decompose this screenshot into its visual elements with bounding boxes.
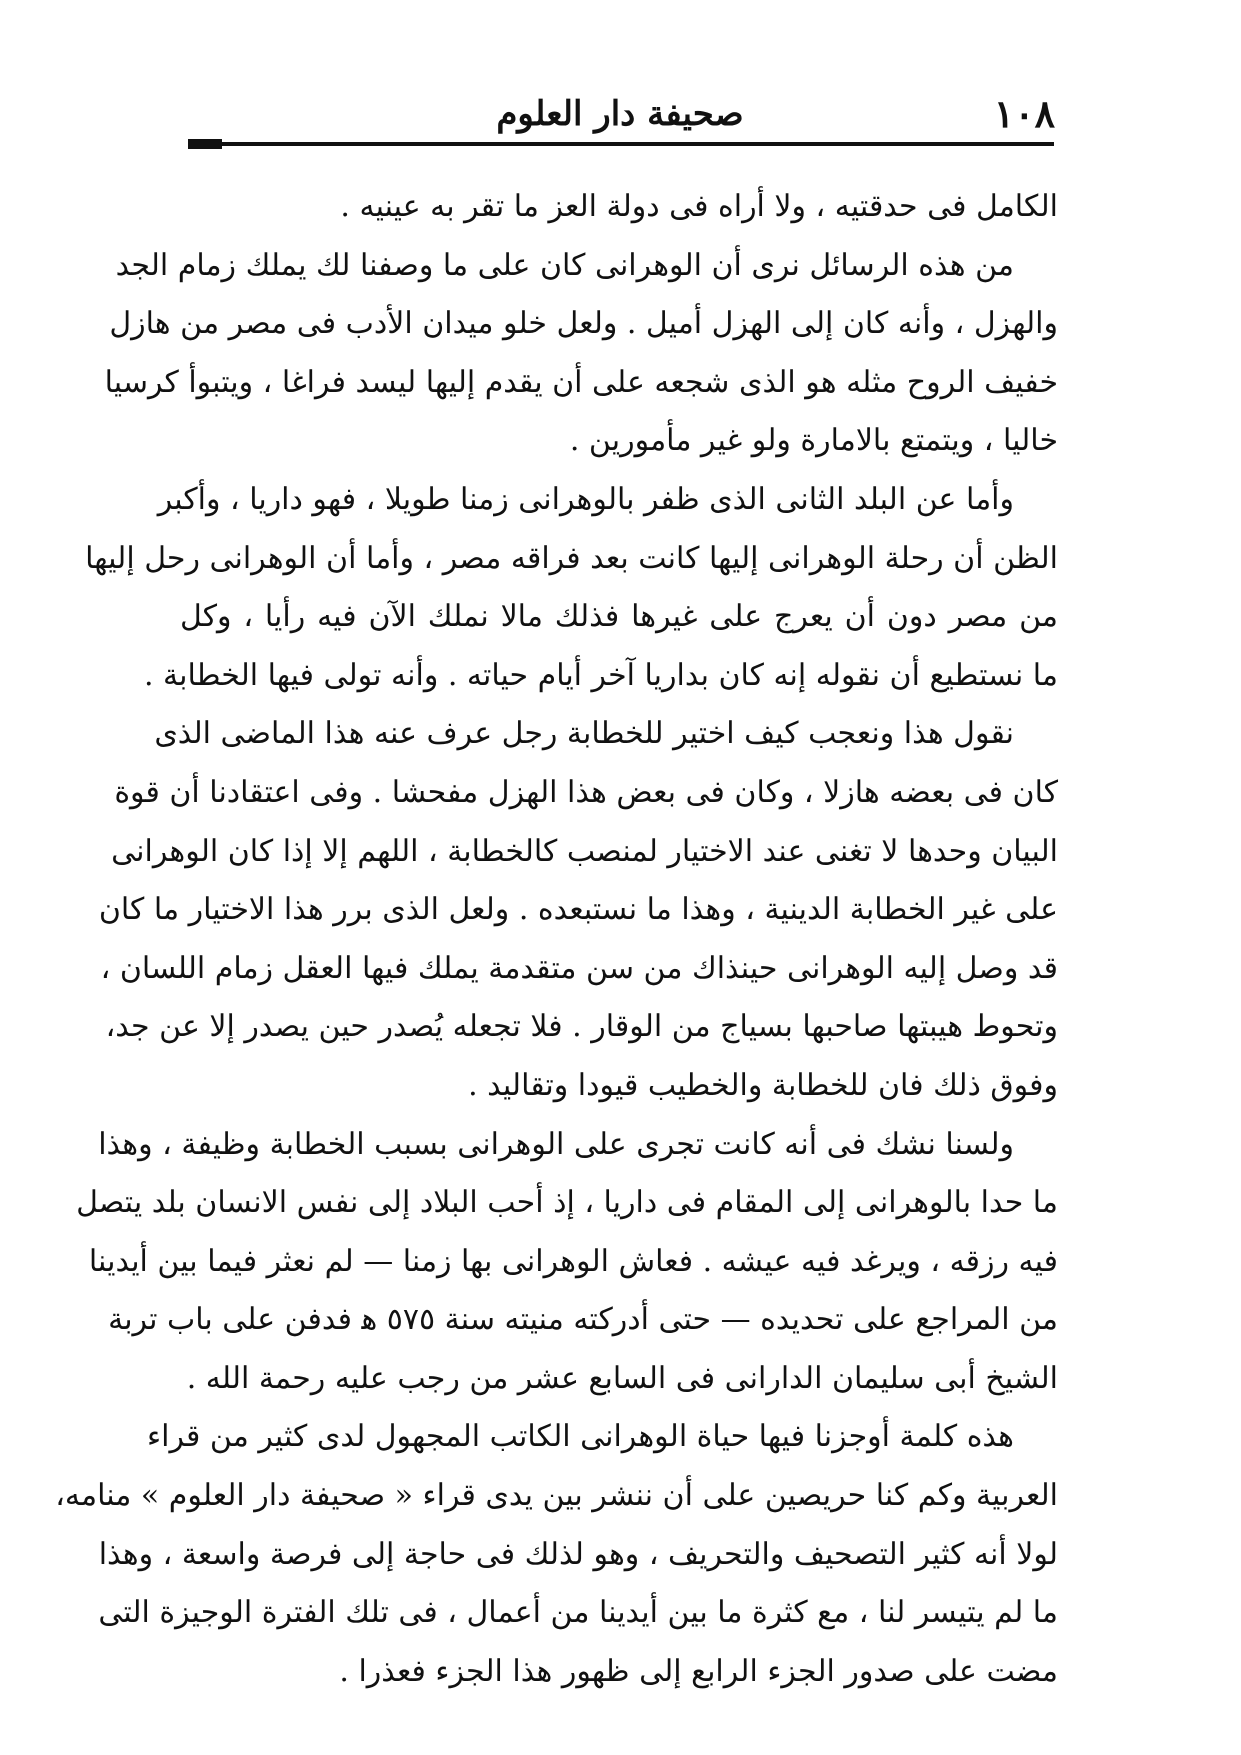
text-line: على غير الخطابة الدينية ، وهذا ما نستبعده . ولعل الذى برر هذا الاختيار ما كان <box>98 892 1058 928</box>
text-line: وأما عن البلد الثانى الذى ظفر بالوهرانى زمنا طويلا ، فهو داريا ، وأكبر <box>157 481 1014 517</box>
text-line: البيان وحدها لا تغنى عند الاختيار لمنصب كالخطابة ، اللهم إلا إذا كان الوهرانى <box>111 833 1058 869</box>
text-line: نقول هذا ونعجب كيف اختير للخطابة رجل عرف عنه هذا الماضى الذى <box>154 716 1014 752</box>
text-line: العربية وكم كنا حريصين على أن ننشر بين يدى قراء « صحيفة دار العلوم » منامه، <box>55 1478 1058 1514</box>
page-number: ١٠٨ <box>993 91 1055 136</box>
text-line: هذه كلمة أوجزنا فيها حياة الوهرانى الكاتب المجهول لدى كثير من قراء <box>147 1419 1014 1455</box>
header-rule <box>188 142 1054 146</box>
text-line: لولا أنه كثير التصحيف والتحريف ، وهو لذلك فى حاجة إلى فرصة واسعة ، وهذا <box>98 1536 1058 1572</box>
text-line: كان فى بعضه هازلا ، وكان فى بعض هذا الهزل مفحشا . وفى اعتقادنا أن قوة <box>114 774 1058 810</box>
text-line: خفيف الروح مثله هو الذى شجعه على أن يقدم إليها ليسد فراغا ، ويتبوأ كرسيا <box>104 364 1058 400</box>
text-line: الشيخ أبى سليمان الدارانى فى السابع عشر من رجب عليه رحمة الله . <box>186 1360 1058 1396</box>
text-line: وفوق ذلك فان للخطابة والخطيب قيودا وتقاليد . <box>468 1067 1058 1103</box>
text-line: وتحوط هيبتها صاحبها بسياج من الوقار . فلا تجعله يُصدر حين يصدر إلا عن جد، <box>105 1009 1058 1045</box>
text-line: من المراجع على تحديده — حتى أدركته منيته سنة ٥٧٥ ﻫ فدفن على باب تربة <box>108 1302 1058 1338</box>
text-line: خاليا ، ويتمتع بالامارة ولو غير مأمورين . <box>569 423 1058 459</box>
page-header <box>185 88 1055 138</box>
text-line: مضت على صدور الجزء الرابع إلى ظهور هذا الجزء فعذرا . <box>339 1653 1058 1689</box>
header-rule-end <box>188 139 222 149</box>
text-line: فيه رزقه ، ويرغد فيه عيشه . فعاش الوهرانى بها زمنا — لم نعثر فيما بين أيدينا <box>88 1243 1058 1279</box>
text-line: قد وصل إليه الوهرانى حينذاك من سن متقدمة يملك فيها العقل زمام اللسان ، <box>100 950 1058 986</box>
text-line: ما لم يتيسر لنا ، مع كثرة ما بين أيدينا من أعمال ، فى تلك الفترة الوجيزة التى <box>98 1595 1058 1631</box>
text-line: من هذه الرسائل نرى أن الوهرانى كان على ما وصفنا لك يملك زمام الجد <box>115 247 1014 283</box>
text-line: الظن أن رحلة الوهرانى إليها كانت بعد فراقه مصر ، وأما أن الوهرانى رحل إليها <box>85 540 1058 576</box>
running-title: صحيفة دار العلوم <box>496 94 744 134</box>
text-line: الكامل فى حدقتيه ، ولا أراه فى دولة العز ما تقر به عينيه . <box>340 189 1058 224</box>
text-line: والهزل ، وأنه كان إلى الهزل أميل . ولعل خلو ميدان الأدب فى مصر من هازل <box>109 306 1058 342</box>
text-line: ما نستطيع أن نقوله إنه كان بداريا آخر أيام حياته . وأنه تولى فيها الخطابة . <box>143 657 1058 693</box>
text-line: ولسنا نشك فى أنه كانت تجرى على الوهرانى بسبب الخطابة وظيفة ، وهذا <box>98 1126 1014 1162</box>
body-text <box>55 178 1058 1701</box>
text-line: ما حدا بالوهرانى إلى المقام فى داريا ، إذ أحب البلاد إلى نفس الانسان بلد يتصل <box>76 1185 1058 1221</box>
text-line: من مصر دون أن يعرج على غيرها فذلك مالا نملك الآن فيه رأيا ، وكل <box>180 599 1058 635</box>
